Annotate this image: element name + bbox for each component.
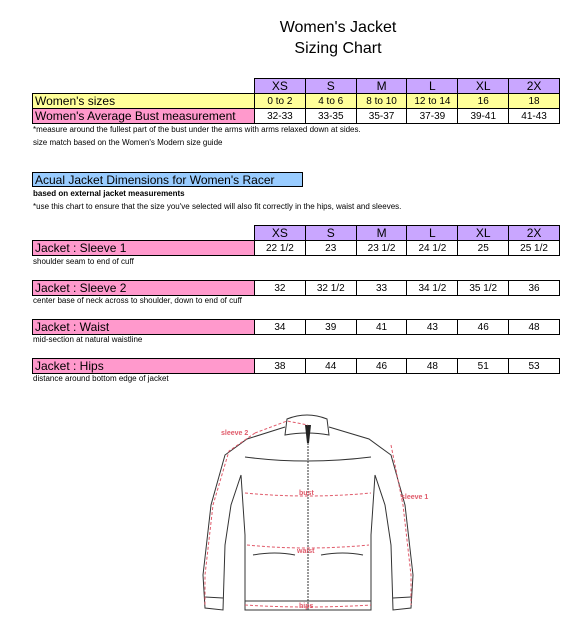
table-cell: 8 to 10 bbox=[356, 94, 407, 109]
womens-sizes-row bbox=[33, 94, 560, 109]
hips-desc: distance around bottom edge of jacket bbox=[33, 374, 169, 383]
sleeve2-row bbox=[33, 281, 560, 296]
table-cell: 25 bbox=[458, 241, 509, 256]
hips-table bbox=[32, 358, 560, 374]
table-cell: 23 1/2 bbox=[356, 241, 407, 256]
table-cell: 48 bbox=[509, 320, 560, 335]
hips-diagram-label: hips bbox=[299, 603, 314, 610]
table-cell: 37-39 bbox=[407, 109, 458, 124]
table-cell: 25 1/2 bbox=[509, 241, 560, 256]
page-title-line2: Sizing Chart bbox=[294, 40, 382, 57]
jacket-diagram bbox=[195, 405, 445, 620]
size-header: XS bbox=[255, 226, 306, 241]
waist-diagram-label: waist bbox=[297, 548, 315, 555]
table-cell: 51 bbox=[458, 359, 509, 374]
size-guide-note: size match based on the Women's Modern size guide bbox=[33, 138, 223, 147]
size-header: XL bbox=[458, 79, 509, 94]
table-cell: 32-33 bbox=[255, 109, 306, 124]
table-cell: 35-37 bbox=[356, 109, 407, 124]
table-cell: 32 1/2 bbox=[305, 281, 356, 296]
size-header: 2X bbox=[509, 79, 560, 94]
size-header: L bbox=[407, 226, 458, 241]
table-cell: 39-41 bbox=[458, 109, 509, 124]
bust-row bbox=[33, 109, 560, 124]
table-cell: 48 bbox=[407, 359, 458, 374]
measurement-size-header bbox=[32, 225, 560, 256]
bust-diagram-label: bust bbox=[299, 490, 314, 497]
sleeve2-desc: center base of neck across to shoulder, down to end of cuff bbox=[33, 296, 242, 305]
size-header: L bbox=[407, 79, 458, 94]
table-cell: 32 bbox=[255, 281, 306, 296]
sleeve2-label: Jacket : Sleeve 2 bbox=[33, 281, 255, 296]
table-cell: 24 1/2 bbox=[407, 241, 458, 256]
table-cell: 12 to 14 bbox=[407, 94, 458, 109]
jacket-outline bbox=[203, 415, 413, 610]
sleeve1-row bbox=[33, 241, 560, 256]
sleeve2-diagram-label: sleeve 2 bbox=[221, 430, 249, 437]
table-cell: 23 bbox=[305, 241, 356, 256]
table-cell: 33 bbox=[356, 281, 407, 296]
size-header: 2X bbox=[509, 226, 560, 241]
table-cell: 43 bbox=[407, 320, 458, 335]
zipper-pull-icon bbox=[305, 425, 311, 443]
table-cell: 41 bbox=[356, 320, 407, 335]
size-header-row bbox=[33, 79, 560, 94]
table-cell: 34 1/2 bbox=[407, 281, 458, 296]
table-cell: 46 bbox=[458, 320, 509, 335]
size-header: XL bbox=[458, 226, 509, 241]
womens-sizes-label: Women's sizes bbox=[33, 94, 255, 109]
bust-note: *measure around the fullest part of the bust under the arms with arms relaxed down at sides. bbox=[33, 125, 361, 134]
size-header: S bbox=[305, 79, 356, 94]
waist-label: Jacket : Waist bbox=[33, 320, 255, 335]
table-cell: 0 to 2 bbox=[255, 94, 306, 109]
table-cell: 38 bbox=[255, 359, 306, 374]
sleeve2-table bbox=[32, 280, 560, 296]
table-cell: 34 bbox=[255, 320, 306, 335]
sleeve1-diagram-label: sleeve 1 bbox=[401, 494, 429, 501]
table-cell: 18 bbox=[509, 94, 560, 109]
hips-label: Jacket : Hips bbox=[33, 359, 255, 374]
blank-cell bbox=[33, 226, 255, 241]
table-cell: 22 1/2 bbox=[255, 241, 306, 256]
sizes-table bbox=[32, 78, 560, 124]
table-cell: 46 bbox=[356, 359, 407, 374]
sleeve1-label: Jacket : Sleeve 1 bbox=[33, 241, 255, 256]
bust-label: Women's Average Bust measurement bbox=[33, 109, 255, 124]
size-header-row bbox=[33, 226, 560, 241]
table-cell: 36 bbox=[509, 281, 560, 296]
size-header: XS bbox=[255, 79, 306, 94]
size-header: S bbox=[305, 226, 356, 241]
table-cell: 33-35 bbox=[305, 109, 356, 124]
waist-row bbox=[33, 320, 560, 335]
size-header: M bbox=[356, 226, 407, 241]
waist-desc: mid-section at natural waistline bbox=[33, 335, 143, 344]
blank-cell bbox=[33, 79, 255, 94]
table-cell: 44 bbox=[305, 359, 356, 374]
section-title: Acual Jacket Dimensions for Women's Racer bbox=[32, 172, 303, 187]
table-cell: 4 to 6 bbox=[305, 94, 356, 109]
waist-table bbox=[32, 319, 560, 335]
table-cell: 41-43 bbox=[509, 109, 560, 124]
page-title-line1: Women's Jacket bbox=[279, 19, 397, 36]
table-cell: 35 1/2 bbox=[458, 281, 509, 296]
table-cell: 53 bbox=[509, 359, 560, 374]
sleeve1-desc: shoulder seam to end of cuff bbox=[33, 257, 134, 266]
section-note: *use this chart to ensure that the size you've selected will also fit correctly in the hips, waist and sleeves. bbox=[33, 202, 402, 211]
size-header: M bbox=[356, 79, 407, 94]
hips-row bbox=[33, 359, 560, 374]
table-cell: 39 bbox=[305, 320, 356, 335]
section-subtitle: based on external jacket measurements bbox=[33, 189, 185, 198]
table-cell: 16 bbox=[458, 94, 509, 109]
